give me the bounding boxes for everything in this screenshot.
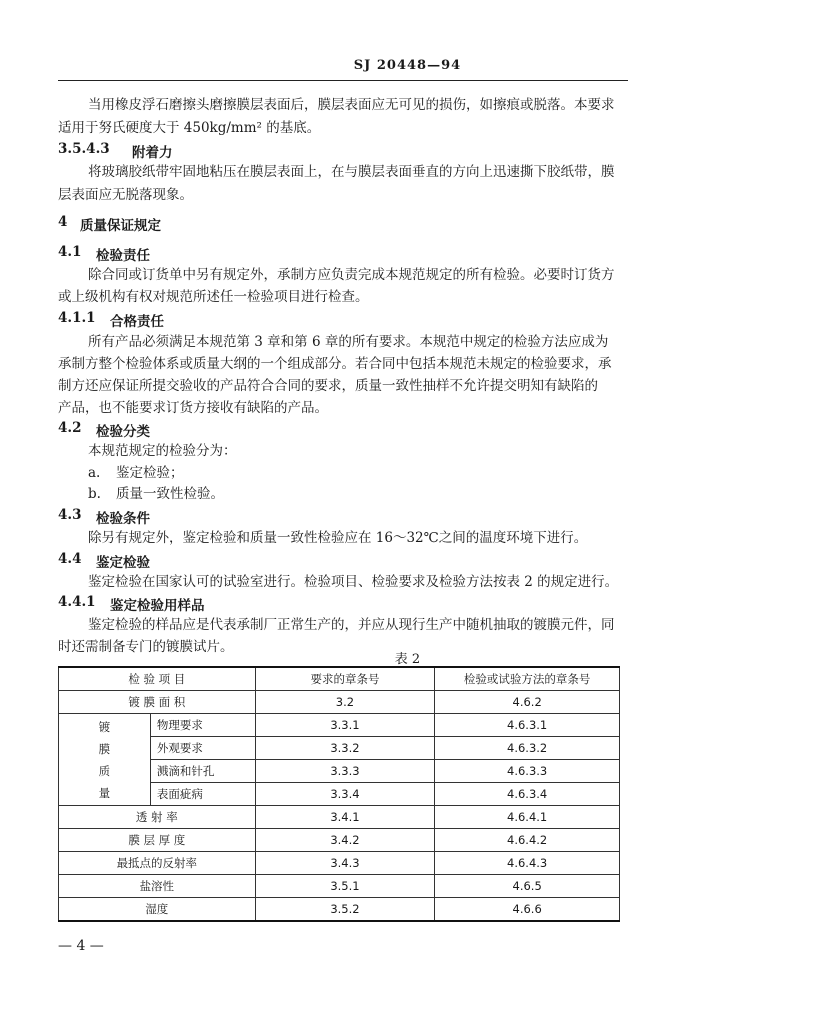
cell-requirement: 3.5.2 xyxy=(255,898,435,922)
cell-requirement: 3.3.3 xyxy=(255,760,435,783)
cell-requirement: 3.3.4 xyxy=(255,783,435,806)
cell-method: 4.6.6 xyxy=(435,898,620,922)
cell-item: 物理要求 xyxy=(150,714,255,737)
col-header-item: 检 验 项 目 xyxy=(59,667,256,691)
paragraph-line: 制方还应保证所提交验收的产品符合合同的要求，质量一致性抽样不允许提交明知有缺陷的 xyxy=(58,378,598,394)
table-row xyxy=(59,875,620,898)
section-number: 3.5.4.3 xyxy=(58,141,110,157)
cell-method: 4.6.3.4 xyxy=(435,783,620,806)
group-label-coating-quality xyxy=(59,714,151,806)
group-label-char: 膜 xyxy=(98,741,111,756)
table-row xyxy=(59,691,620,714)
cell-item: 盐溶性 xyxy=(59,875,256,898)
cell-method: 4.6.4.3 xyxy=(435,852,620,875)
section-title: 检验分类 xyxy=(96,424,150,440)
cell-item: 湿度 xyxy=(59,898,256,922)
section-number: 4.3 xyxy=(58,507,82,523)
paragraph-line: 除另有规定外，鉴定检验和质量一致性检验应在 16～32℃之间的温度环境下进行。 xyxy=(88,530,588,546)
cell-method: 4.6.3.1 xyxy=(435,714,620,737)
section-title: 合格责任 xyxy=(110,314,164,330)
cell-item: 外观要求 xyxy=(150,737,255,760)
paragraph-line: 承制方整个检验体系或质量大纲的一个组成部分。若合同中包括本规范未规定的检验要求，承 xyxy=(58,356,612,372)
table-row xyxy=(59,806,620,829)
section-title: 检验责任 xyxy=(96,248,150,264)
cell-method: 4.6.3.3 xyxy=(435,760,620,783)
section-number: 4.4 xyxy=(58,551,82,567)
cell-item: 表面疵病 xyxy=(150,783,255,806)
cell-method: 4.6.4.1 xyxy=(435,806,620,829)
section-title: 质量保证规定 xyxy=(80,218,161,234)
table-header-row xyxy=(59,667,620,691)
section-title: 附着力 xyxy=(132,145,173,161)
section-number: 4 xyxy=(58,214,68,230)
section-number: 4.1 xyxy=(58,244,82,260)
paragraph-line: 时还需制备专门的镀膜试片。 xyxy=(58,639,234,655)
cell-method: 4.6.5 xyxy=(435,875,620,898)
section-number: 4.2 xyxy=(58,420,82,436)
paragraph-line: 当用橡皮浮石磨擦头磨擦膜层表面后，膜层表面应无可见的损伤，如擦痕或脱落。本要求 xyxy=(88,97,615,113)
paragraph-line: 或上级机构有权对规范所述任一检验项目进行检查。 xyxy=(58,289,369,305)
doc-number-header: SJ 20448—94 xyxy=(353,58,462,73)
cell-item: 最抵点的反射率 xyxy=(59,852,256,875)
group-label-char: 质 xyxy=(98,763,111,778)
paragraph-line: 本规范规定的检验分为： xyxy=(88,443,237,459)
cell-requirement: 3.5.1 xyxy=(255,875,435,898)
paragraph-line: 除合同或订货单中另有规定外，承制方应负责完成本规范规定的所有检验。必要时订货方 xyxy=(88,267,615,283)
table-row xyxy=(59,898,620,922)
cell-requirement: 3.4.2 xyxy=(255,829,435,852)
group-label-char: 量 xyxy=(98,785,111,800)
paragraph-line: 鉴定检验在国家认可的试验室进行。检验项目、检验要求及检验方法按表 2 的规定进行。 xyxy=(88,574,619,590)
col-header-requirement: 要求的章条号 xyxy=(255,667,435,691)
cell-requirement: 3.4.1 xyxy=(255,806,435,829)
paragraph-line: 层表面应无脱落现象。 xyxy=(58,187,193,203)
section-title: 鉴定检验用样品 xyxy=(110,598,205,614)
section-number: 4.4.1 xyxy=(58,594,96,610)
table-caption: 表 2 xyxy=(394,652,421,667)
list-item-label: b. xyxy=(88,486,101,502)
cell-requirement: 3.3.1 xyxy=(255,714,435,737)
table-row xyxy=(59,714,620,737)
cell-method: 4.6.4.2 xyxy=(435,829,620,852)
inspection-table xyxy=(58,666,620,922)
list-item-text: 质量一致性检验。 xyxy=(116,486,224,502)
paragraph-line: 适用于努氏硬度大于 450kg/mm² 的基底。 xyxy=(58,120,321,136)
paragraph-line: 将玻璃胶纸带牢固地粘压在膜层表面上，在与膜层表面垂直的方向上迅速撕下胶纸带，膜 xyxy=(88,164,615,180)
cell-item: 溅滴和针孔 xyxy=(150,760,255,783)
cell-requirement: 3.4.3 xyxy=(255,852,435,875)
list-item-label: a. xyxy=(88,465,101,481)
list-item-text: 鉴定检验； xyxy=(116,465,184,481)
cell-method: 4.6.2 xyxy=(435,691,620,714)
section-number: 4.1.1 xyxy=(58,310,96,326)
paragraph-line: 产品，也不能要求订货方接收有缺陷的产品。 xyxy=(58,400,328,416)
table-row xyxy=(59,852,620,875)
paragraph-line: 鉴定检验的样品应是代表承制厂正常生产的，并应从现行生产中随机抽取的镀膜元件，同 xyxy=(88,617,615,633)
section-title: 鉴定检验 xyxy=(96,555,150,571)
page-number: — 4 — xyxy=(58,938,104,954)
cell-item: 镀 膜 面 积 xyxy=(59,691,256,714)
col-header-method: 检验或试验方法的章条号 xyxy=(435,667,620,691)
cell-item: 膜 层 厚 度 xyxy=(59,829,256,852)
group-label-char: 镀 xyxy=(98,719,111,734)
header-rule xyxy=(58,80,628,81)
cell-requirement: 3.3.2 xyxy=(255,737,435,760)
cell-method: 4.6.3.2 xyxy=(435,737,620,760)
paragraph-line: 所有产品必须满足本规范第 3 章和第 6 章的所有要求。本规范中规定的检验方法应成为 xyxy=(88,334,609,350)
cell-item: 透 射 率 xyxy=(59,806,256,829)
cell-requirement: 3.2 xyxy=(255,691,435,714)
table-row xyxy=(59,829,620,852)
section-title: 检验条件 xyxy=(96,511,150,527)
